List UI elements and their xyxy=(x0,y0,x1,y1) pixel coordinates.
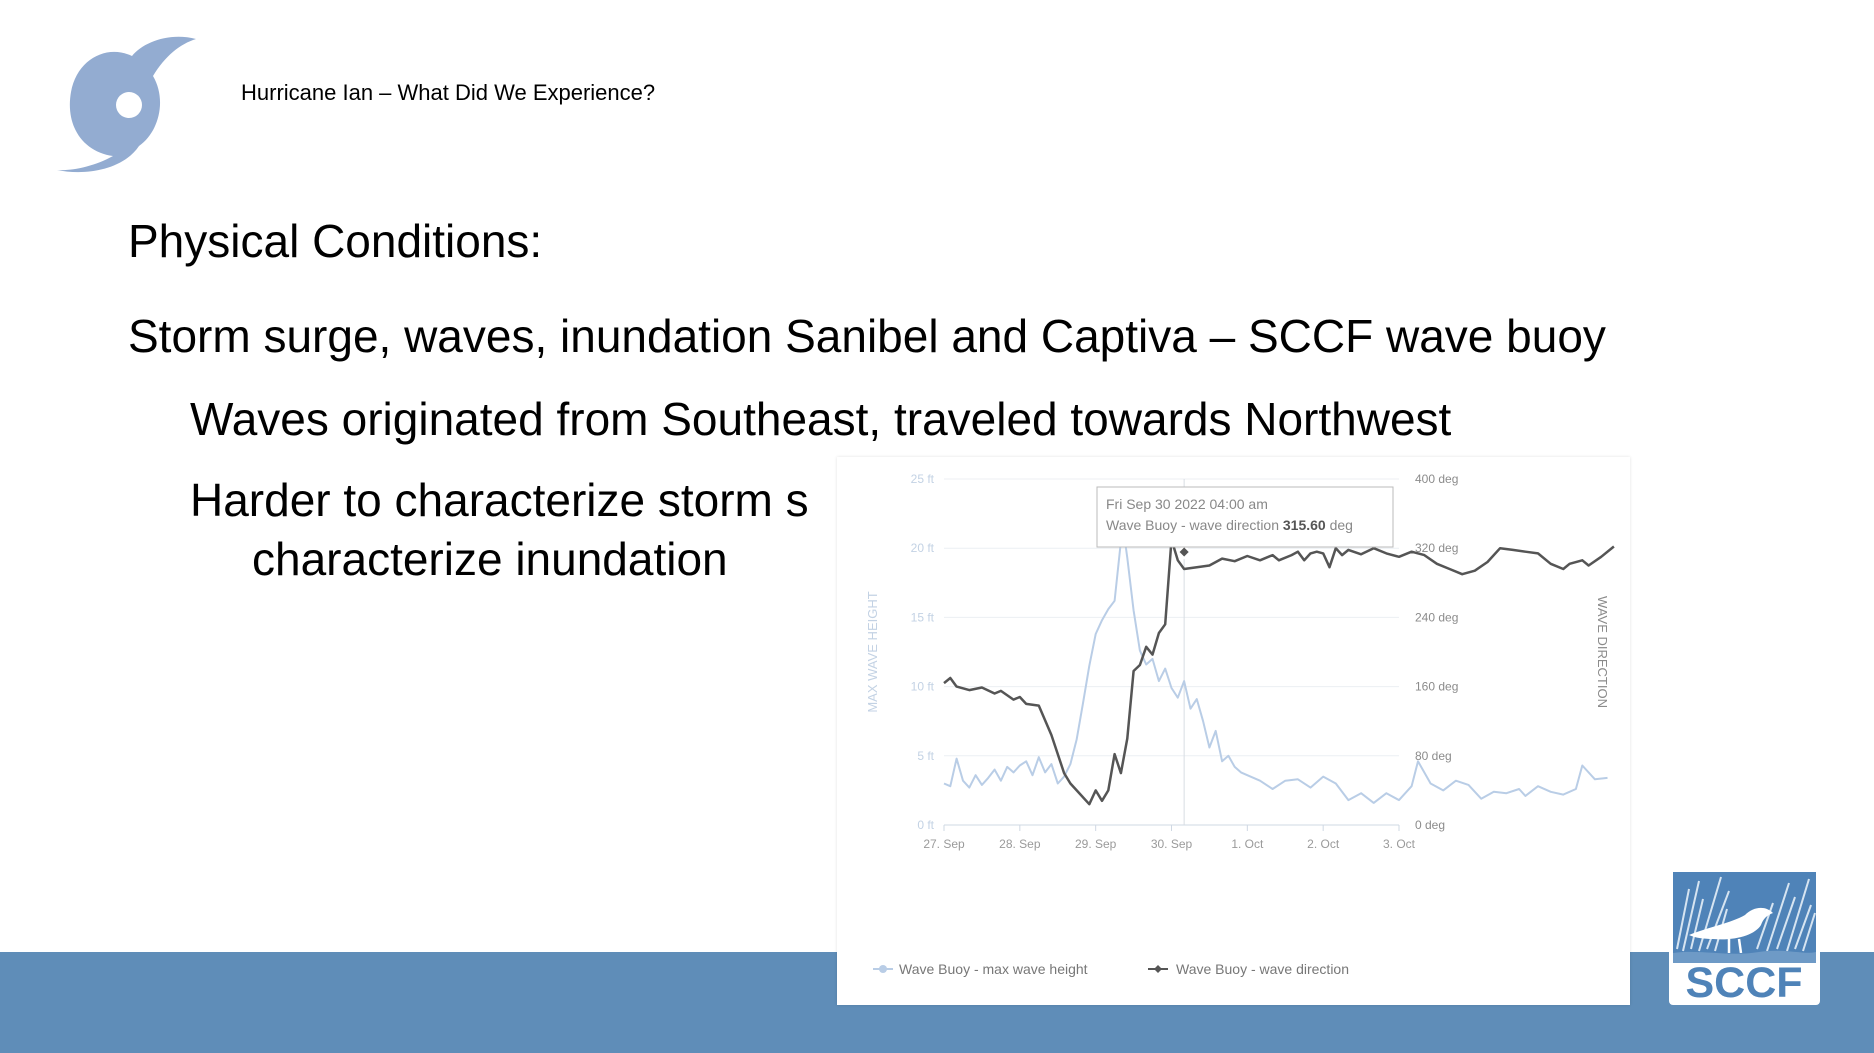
x-tick-label: 3. Oct xyxy=(1382,837,1416,851)
tooltip-unit: deg xyxy=(1329,517,1353,533)
left-tick-label: 25 ft xyxy=(910,472,934,486)
chart-legend xyxy=(873,961,1349,977)
right-tick-label: 0 deg xyxy=(1415,818,1446,832)
tooltip-line xyxy=(1106,517,1353,533)
sccf-logo-text: SCCF xyxy=(1685,959,1803,1005)
x-tick-label: 30. Sep xyxy=(1150,837,1193,851)
left-axis-title: MAX WAVE HEIGHT xyxy=(865,591,880,713)
legend-marker-max-wave-height xyxy=(879,965,887,973)
left-tick-label: 10 ft xyxy=(910,679,934,694)
slide-heading: Physical Conditions: xyxy=(128,215,543,267)
left-tick-label: 20 ft xyxy=(910,541,934,556)
bullet-storm-surge: Storm surge, waves, inundation Sanibel and Captiva – SCCF wave buoy xyxy=(128,310,1606,362)
sub-bullet-wave-origin: Waves originated from Southeast, traveled towards Northwest xyxy=(190,393,1452,445)
hurricane-symbol-icon xyxy=(55,34,203,174)
right-axis-title: WAVE DIRECTION xyxy=(1595,596,1610,708)
legend-label-max-wave-height: Wave Buoy - max wave height xyxy=(899,961,1088,977)
left-tick-label: 15 ft xyxy=(910,610,934,625)
right-tick-label: 320 deg xyxy=(1415,541,1459,556)
right-tick-label: 80 deg xyxy=(1415,748,1452,763)
legend-label-wave-direction: Wave Buoy - wave direction xyxy=(1176,961,1349,977)
slide-header-title: Hurricane Ian – What Did We Experience? xyxy=(241,80,656,105)
right-tick-label: 240 deg xyxy=(1415,610,1459,625)
right-tick-label: 160 deg xyxy=(1415,679,1459,694)
sccf-logo xyxy=(1669,869,1820,1005)
series-line-max-wave-height xyxy=(944,534,1608,803)
legend-marker-wave-direction xyxy=(1154,965,1162,973)
x-tick-label: 29. Sep xyxy=(1074,837,1117,851)
tooltip-series-label: Wave Buoy - wave direction xyxy=(1106,517,1279,533)
sub-bullet-storm-surge-line-2: characterize inundation xyxy=(252,533,728,585)
tooltip-value: 315.60 xyxy=(1282,517,1326,533)
x-tick-label: 1. Oct xyxy=(1231,837,1264,851)
x-tick-label: 28. Sep xyxy=(999,837,1041,851)
chart-canvas xyxy=(837,457,1630,1005)
tooltip-date: Fri Sep 30 2022 04:00 am xyxy=(1106,496,1268,512)
right-tick-label: 400 deg xyxy=(1415,472,1459,486)
chart-tooltip xyxy=(1097,487,1393,558)
wave-buoy-chart[interactable] xyxy=(837,457,1630,1005)
left-tick-label: 5 ft xyxy=(917,748,934,763)
chart-series xyxy=(944,534,1614,804)
series-line-wave-direction xyxy=(944,540,1614,805)
sub-bullet-storm-surge-line-1: Harder to characterize storm s xyxy=(190,474,809,526)
x-tick-label: 27. Sep xyxy=(923,837,965,851)
x-tick-label: 2. Oct xyxy=(1307,837,1340,851)
left-tick-label: 0 ft xyxy=(917,818,934,832)
